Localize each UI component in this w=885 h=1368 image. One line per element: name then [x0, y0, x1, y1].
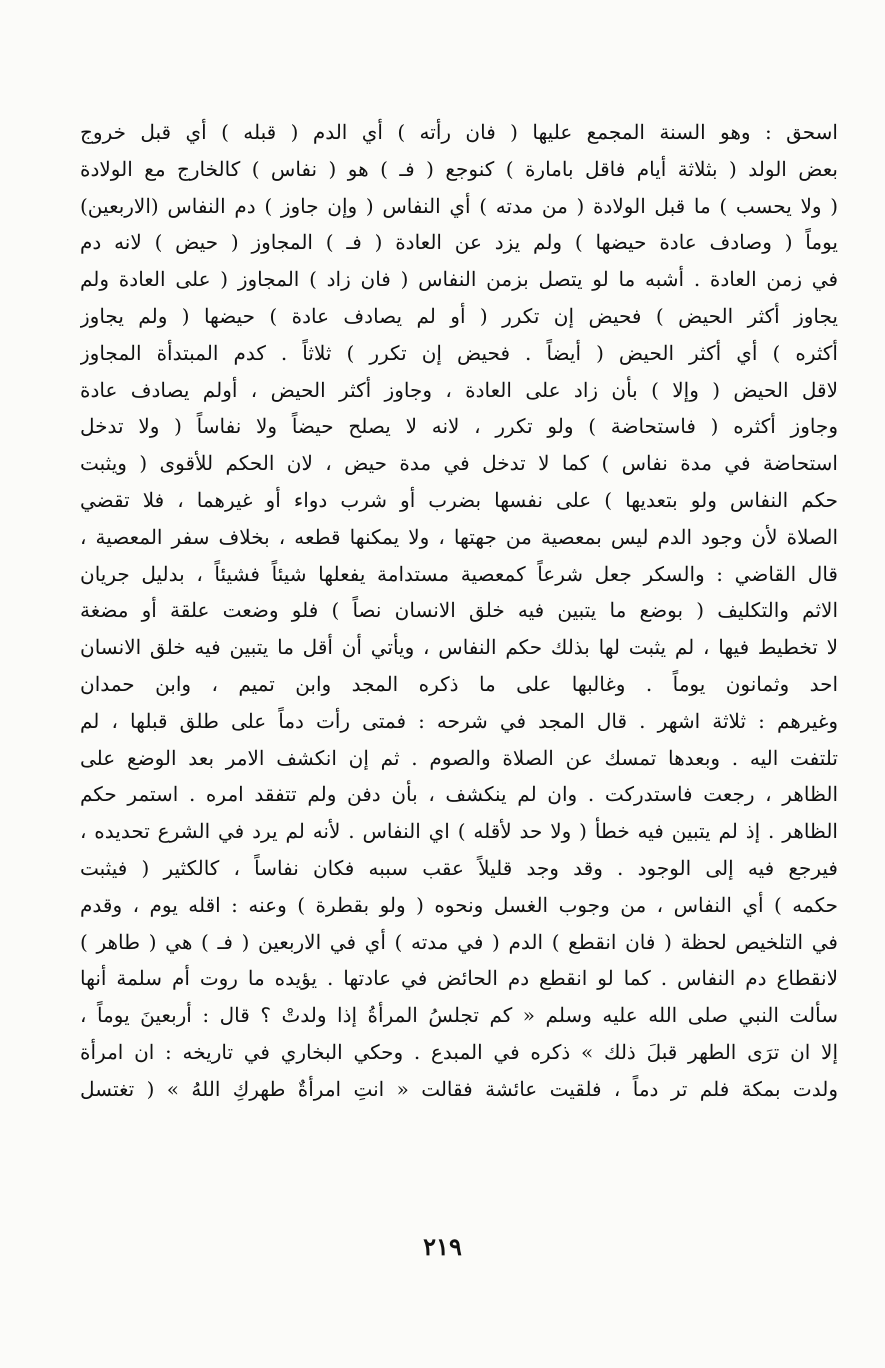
- text-line: لاقل الحيض ( وإلا ) بأن زاد على العادة ، وجاوز أكثر الحيض ، أولم يصادف عادة: [80, 377, 838, 402]
- text-line: في زمن العادة . أشبه ما لو يتصل بزمن النفاس ( فان زاد ) المجاوز ( على العادة ولم: [80, 267, 838, 292]
- text-line: لا تخطيط فيها ، لم يثبت لها بذلك حكم النفاس ، ويأتي أن أقل ما يتبين فيه خلق الانسان: [80, 635, 838, 660]
- text-line: الاثم والتكليف ( بوضع ما يتبين فيه خلق الانسان نصاً ) فلو وضعت علقة أو مضغة: [80, 598, 838, 623]
- text-line: يجاوز أكثر الحيض ) فحيض إن تكرر ( أو لم يصادف عادة ) حيضها ( ولم يجاوز: [80, 303, 838, 328]
- text-line: احد وثمانون يوماً . وغالبها على ما ذكره المجد وابن تميم ، وابن حمدان: [80, 671, 838, 696]
- text-line: حكمه ) أي النفاس ، من وجوب الغسل ونحوه ( ولو بقطرة ) وعنه : اقله يوم ، وقدم: [80, 892, 838, 917]
- text-line: قال القاضي : والسكر جعل شرعاً كمعصية مستدامة يفعلها شيئاً فشيئاً ، بدليل جريان: [80, 561, 838, 586]
- text-line: ( ولا يحسب ) ما قبل الولادة ( من مدته ) أي النفاس ( وإن جاوز ) دم النفاس (الاربعين): [80, 193, 838, 218]
- text-line: استحاضة في مدة نفاس ) كما لا تدخل في مدة حيض ، لان الحكم للأقوى ( ويثبت: [80, 451, 838, 476]
- text-line: تلتفت اليه . وبعدها تمسك عن الصلاة والصوم . ثم إن انكشف الامر بعد الوضع على: [80, 745, 838, 770]
- text-line: سألت النبي صلى الله عليه وسلم « كم تجلسُ المرأةُ إذا ولدتْ ؟ قال : أربعينَ يوماً ،: [80, 1003, 838, 1028]
- text-line: أكثره ) أي أكثر الحيض ( أيضاً . فحيض إن تكرر ) ثلاثاً . كدم المبتدأة المجاوز: [80, 340, 838, 365]
- text-line: يوماً ( وصادف عادة حيضها ) ولم يزد عن العادة ( فـ ) المجاوز ( حيض ) لانه دم: [80, 230, 838, 255]
- text-line: اسحق : وهو السنة المجمع عليها ( فان رأته ) أي الدم ( قبله ) أي قبل خروج: [80, 120, 838, 144]
- page-number: ٢١٩: [423, 1232, 462, 1261]
- text-line: الظاهر ، رجعت فاستدركت . وان لم ينكشف ، بأن دفن ولم تتفقد امره . استمر حكم: [80, 782, 838, 807]
- text-line: في التلخيص لحظة ( فان انقطع ) الدم ( في مدته ) أي في الاربعين ( فـ ) هي ( طاهر ): [80, 929, 838, 954]
- text-line: وجاوز أكثره ( فاستحاضة ) ولو تكرر ، لانه لا يصلح حيضاً ولا نفاساً ( ولا تدخل: [80, 414, 838, 439]
- body-text: [80, 114, 838, 1108]
- text-line: الصلاة لأن وجود الدم ليس بمعصية من جهتها ، ولا يمكنها قطعه ، بخلاف سفر المعصية ،: [80, 524, 838, 549]
- text-line: بعض الولد ( بثلاثة أيام فاقل بامارة ) كنوجع ( فـ ) هو ( نفاس ) كالخارج مع الولادة: [80, 156, 838, 181]
- text-line: ولدت بمكة فلم تر دماً ، فلقيت عائشة فقالت « انتِ امرأةٌ طهركِ اللهُ » ( تغتسل: [80, 1076, 838, 1101]
- text-line: إلا ان ترَى الطهر قبلَ ذلك » ذكره في المبدع . وحكي البخاري في تاريخه : ان امرأة: [80, 1039, 838, 1064]
- text-line: الظاهر . إذ لم يتبين فيه خطأ ( ولا حد لأقله ) اي النفاس . لأنه لم يرد في الشرع تحديده ،: [80, 819, 838, 844]
- text-line: لانقطاع دم النفاس . كما لو انقطع دم الحائض في عادتها . يؤيده ما روت أم سلمة أنها: [80, 966, 838, 991]
- text-line: فيرجع فيه إلى الوجود . وقد وجد قليلاً عقب سببه فكان نفاساً ، كالكثير ( فيثبت: [80, 855, 838, 880]
- text-line: وغيرهم : ثلاثة اشهر . قال المجد في شرحه : فمتى رأت دماً على طلق قبلها ، لم: [80, 708, 838, 733]
- text-line: حكم النفاس ولو بتعديها ) على نفسها بضرب أو شرب دواء أو غيرهما ، فلا تقضي: [80, 487, 838, 512]
